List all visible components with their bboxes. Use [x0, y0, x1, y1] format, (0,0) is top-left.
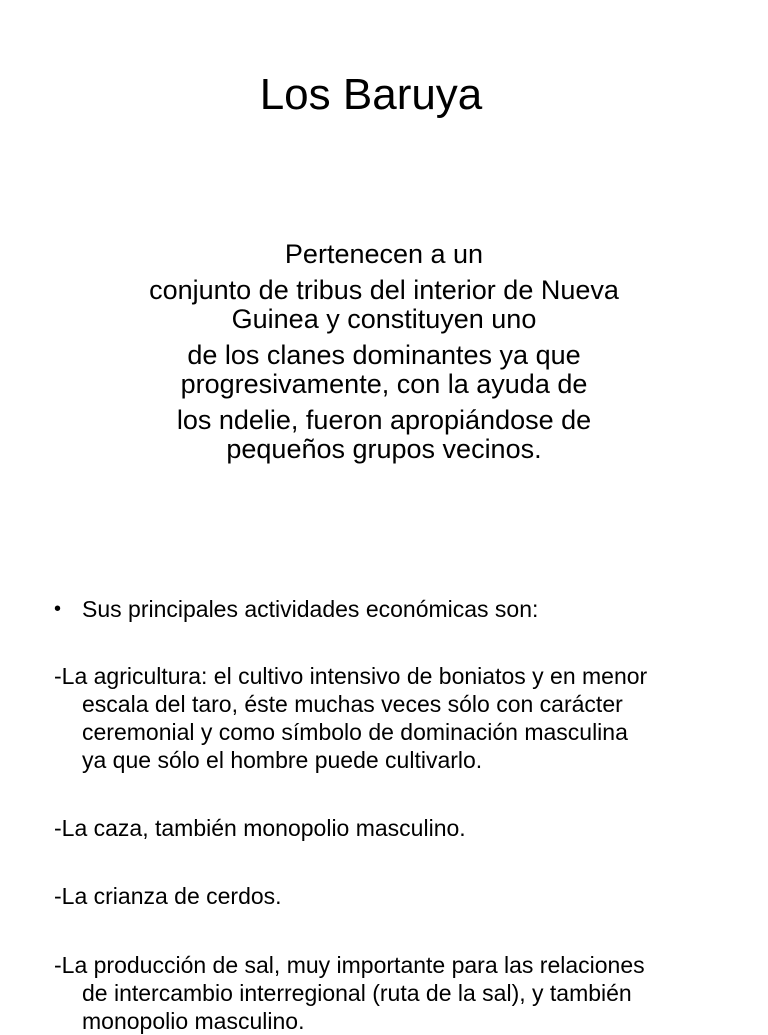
activity-hunting: [54, 814, 744, 842]
paragraph-line: monopolio masculino.: [82, 1008, 305, 1034]
intro-line: Guinea y constituyen uno: [231, 304, 537, 334]
paragraph-line: -La crianza de cerdos.: [54, 883, 282, 909]
intro-line: Pertenecen a un: [284, 239, 484, 269]
paragraph-line: -La producción de sal, muy importante para las relaciones: [54, 952, 645, 978]
bullet-marker: •: [54, 598, 62, 620]
activity-salt-production: [54, 951, 744, 1035]
intro-line: de los clanes dominantes ya que: [187, 340, 581, 370]
paragraph-line: -La agricultura: el cultivo intensivo de boniatos y en menor: [54, 663, 648, 689]
intro-line: conjunto de tribus del interior de Nueva: [149, 275, 619, 305]
paragraph-line: escala del taro, éste muchas veces sólo con carácter: [82, 691, 623, 717]
paragraph-line: -La caza, también monopolio masculino.: [54, 815, 466, 841]
activity-agriculture: [54, 662, 744, 774]
paragraph-line: ya que sólo el hombre puede cultivarlo.: [82, 747, 483, 773]
slide-title: Los Baruya: [259, 70, 483, 119]
bullet-text: Sus principales actividades económicas son:: [82, 596, 539, 622]
intro-line: progresivamente, con la ayuda de: [180, 369, 588, 399]
activity-pig-raising: [54, 882, 744, 910]
intro-line: pequeños grupos vecinos.: [226, 434, 542, 464]
paragraph-line: ceremonial y como símbolo de dominación masculina: [82, 719, 628, 745]
intro-text: [0, 240, 768, 464]
paragraph-line: de intercambio interregional (ruta de la sal), y también: [82, 980, 632, 1006]
intro-line: los ndelie, fueron apropiándose de: [176, 405, 592, 435]
